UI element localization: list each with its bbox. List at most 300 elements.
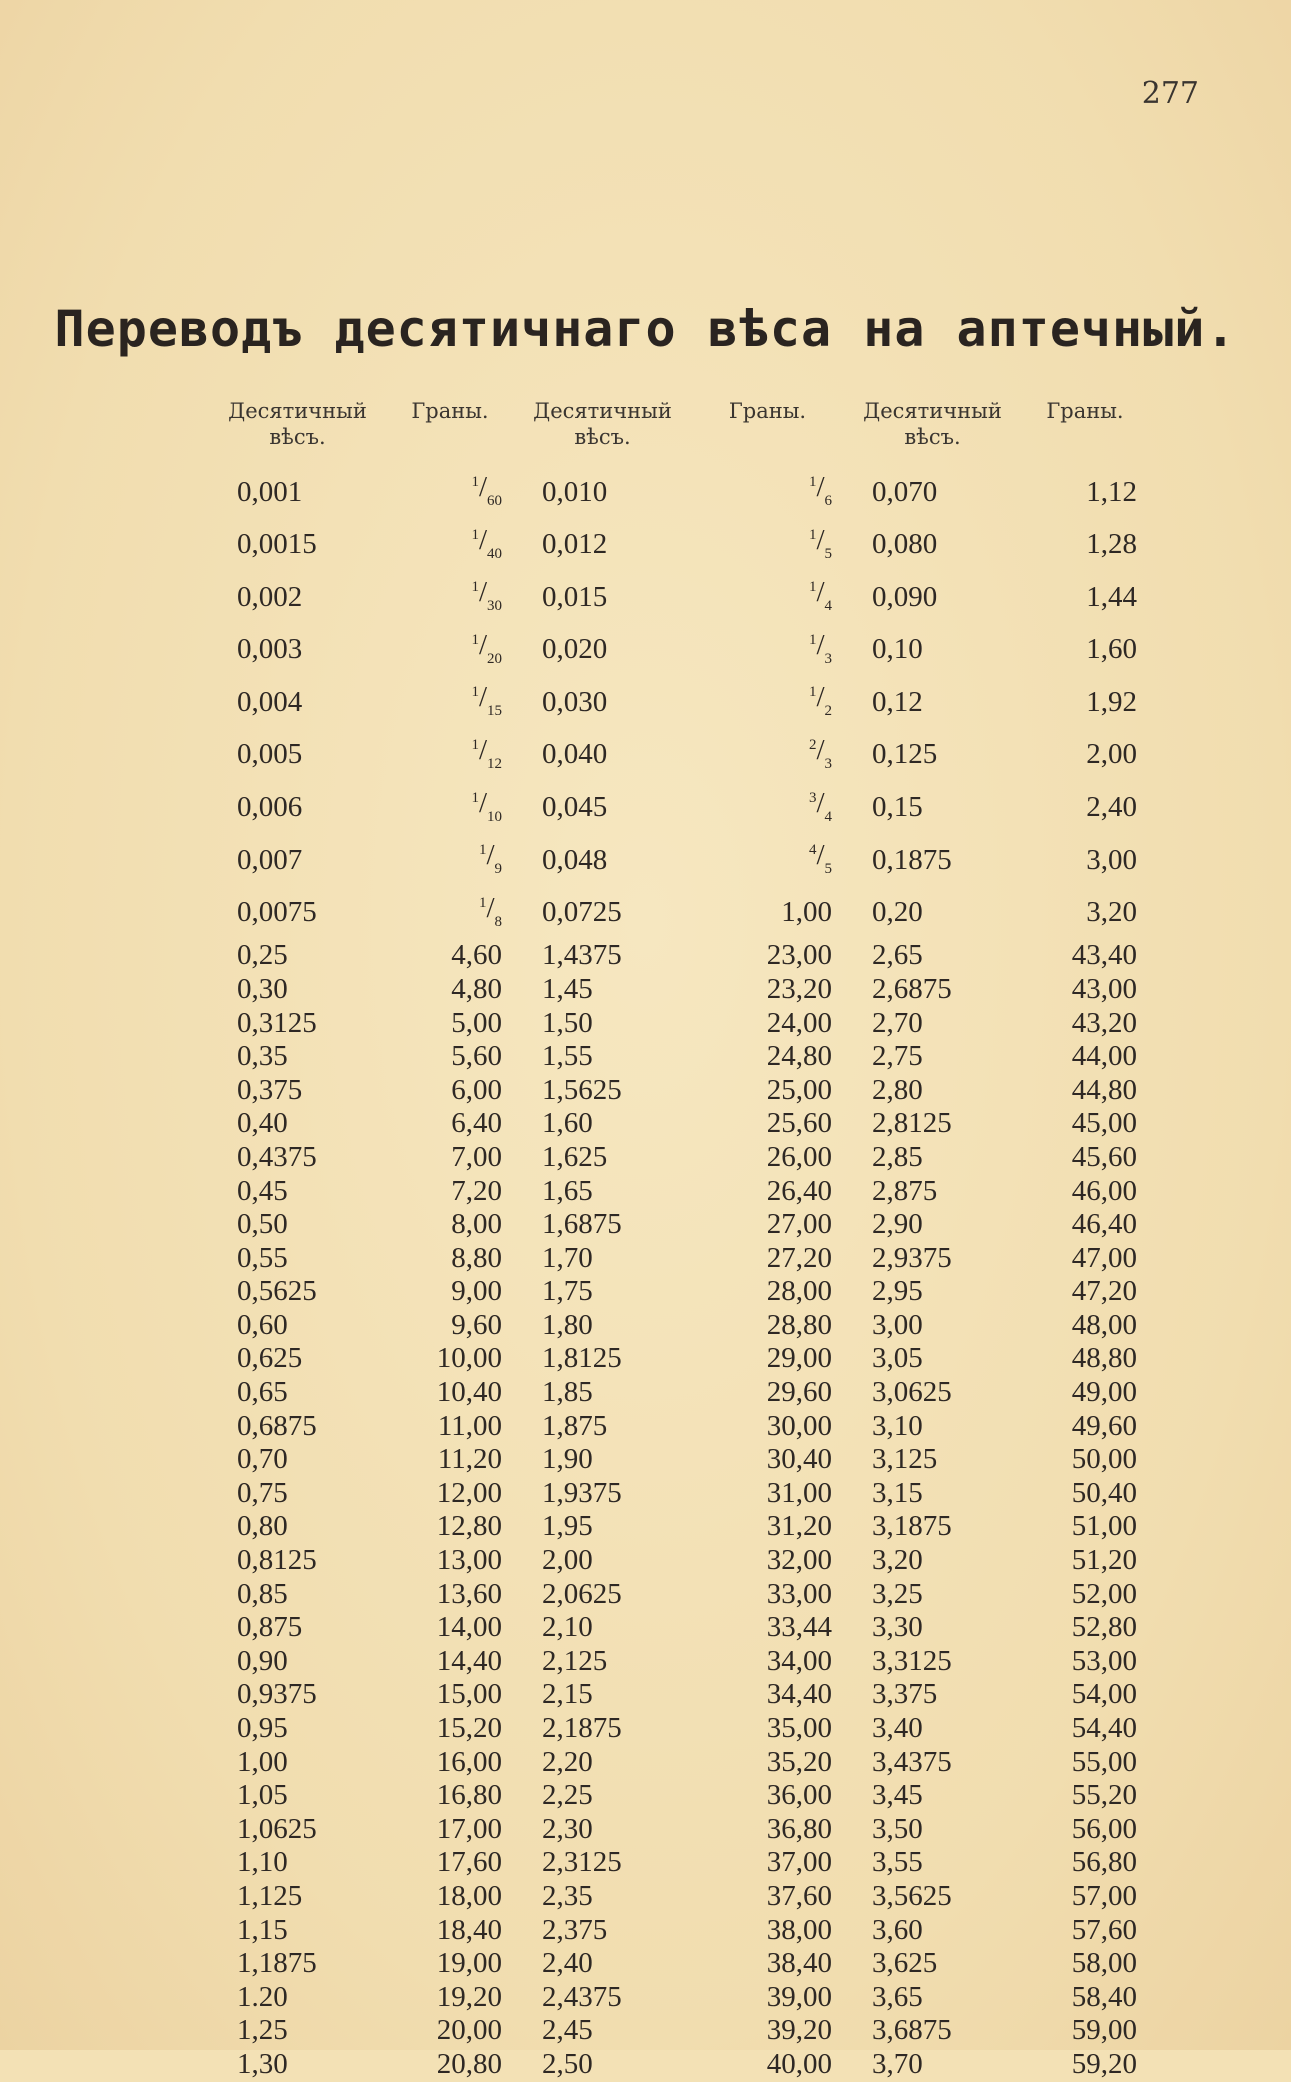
- table-row: [215, 1678, 1155, 1712]
- table-header-row: [215, 398, 1155, 466]
- grains-cell: 50,00: [1071, 1443, 1137, 1476]
- fraction-numerator: 1: [471, 736, 479, 753]
- grains-cell: 55,00: [1071, 1745, 1137, 1778]
- decimal-weight-cell: 1,4375: [542, 939, 622, 972]
- fraction: [808, 471, 832, 509]
- fraction: [808, 839, 832, 878]
- decimal-weight-cell: 3,45: [872, 1779, 923, 1812]
- fraction: [471, 628, 502, 667]
- decimal-weight-cell: 0,006: [237, 791, 303, 824]
- fraction-slash: /: [816, 628, 825, 661]
- table-row: [215, 1477, 1155, 1511]
- grains-cell: 20,80: [436, 2047, 502, 2080]
- grains-cell: 30,00: [766, 1409, 832, 1442]
- decimal-weight-cell: 1,50: [542, 1006, 593, 1039]
- decimal-weight-cell: 0,015: [542, 580, 608, 613]
- table-row: [215, 1712, 1155, 1746]
- table-row: [215, 624, 1155, 677]
- grains-cell: 17,60: [436, 1846, 502, 1879]
- decimal-weight-cell: 1,5625: [542, 1073, 622, 1106]
- grains-cell: 43,40: [1071, 939, 1137, 972]
- grains-cell: 59,20: [1071, 2047, 1137, 2080]
- grains-cell: 52,80: [1071, 1611, 1137, 1644]
- decimal-weight-cell: 3,70: [872, 2047, 923, 2080]
- fraction-numerator: 1: [471, 474, 479, 490]
- table-row: [215, 887, 1155, 940]
- fraction-slash: /: [478, 733, 487, 766]
- fraction: [478, 891, 502, 930]
- grains-cell: 27,00: [766, 1208, 832, 1241]
- grains-cell: 13,60: [436, 1577, 502, 1610]
- grains-cell: 58,40: [1071, 1980, 1137, 2013]
- decimal-weight-cell: 3,60: [872, 1913, 923, 1946]
- decimal-weight-cell: 1,875: [542, 1409, 608, 1442]
- decimal-weight-cell: 1,80: [542, 1308, 593, 1341]
- table-row: [215, 1611, 1155, 1645]
- grains-cell: 1,92: [1086, 685, 1137, 718]
- decimal-weight-cell: 0,20: [872, 896, 923, 929]
- fraction: [808, 628, 832, 667]
- decimal-weight-cell: 3,40: [872, 1712, 923, 1744]
- grains-cell: 44,80: [1071, 1073, 1137, 1106]
- table-row: [215, 1779, 1155, 1813]
- table-row: [215, 1914, 1155, 1948]
- decimal-weight-cell: 1,10: [237, 1846, 288, 1879]
- table-row: [215, 1746, 1155, 1780]
- grains-cell: [685, 624, 850, 677]
- decimal-weight-cell: 1,95: [542, 1510, 593, 1543]
- table-row: [215, 1208, 1155, 1242]
- grains-cell: 8,00: [451, 1208, 502, 1241]
- decimal-weight-cell: 0,15: [872, 791, 923, 824]
- decimal-weight-cell: 0,020: [542, 633, 608, 666]
- decimal-weight-cell: 1,65: [542, 1174, 593, 1207]
- grains-cell: 36,80: [766, 1812, 832, 1845]
- grains-cell: 56,00: [1071, 1812, 1137, 1845]
- decimal-weight-cell: 2,0625: [542, 1577, 622, 1610]
- decimal-weight-cell: 0,50: [237, 1208, 288, 1241]
- decimal-weight-cell: 1,6875: [542, 1208, 622, 1241]
- decimal-weight-cell: 0,001: [237, 475, 303, 508]
- decimal-weight-cell: 2,6875: [872, 972, 952, 1005]
- grains-cell: 44,00: [1071, 1040, 1137, 1073]
- decimal-weight-cell: 1,25: [237, 2014, 288, 2047]
- grains-cell: 40,00: [766, 2047, 832, 2080]
- header-decimal-weight: Десятичный вѣсъ.: [533, 399, 672, 449]
- fraction-slash: /: [478, 471, 487, 503]
- decimal-weight-cell: 1.20: [237, 1980, 288, 2013]
- decimal-weight-cell: 2,40: [542, 1947, 593, 1980]
- fraction: [471, 681, 502, 720]
- page-number: 277: [1141, 76, 1199, 111]
- decimal-weight-cell: 3,30: [872, 1611, 923, 1644]
- table-row: [215, 973, 1155, 1007]
- grains-cell: 18,00: [436, 1879, 502, 1912]
- grains-cell: 26,40: [766, 1174, 832, 1207]
- grains-cell: [380, 729, 520, 782]
- decimal-weight-cell: 3,1875: [872, 1510, 952, 1543]
- grains-cell: 28,00: [766, 1275, 832, 1308]
- grains-cell: 25,60: [766, 1107, 832, 1140]
- decimal-weight-cell: 0,005: [237, 738, 303, 771]
- decimal-weight-cell: 1,45: [542, 972, 593, 1005]
- table-row: [215, 1074, 1155, 1108]
- table-row: [215, 1309, 1155, 1343]
- fraction-slash: /: [478, 523, 487, 556]
- decimal-weight-cell: 1,90: [542, 1443, 593, 1476]
- decimal-weight-cell: 0,70: [237, 1443, 288, 1476]
- grains-cell: 24,00: [766, 1006, 832, 1039]
- table-row: [215, 519, 1155, 572]
- decimal-weight-cell: 3,625: [872, 1947, 938, 1980]
- fraction-denominator: 3: [824, 755, 832, 772]
- decimal-weight-cell: 0,25: [237, 939, 288, 972]
- grains-cell: 51,00: [1071, 1510, 1137, 1543]
- table-row: [215, 1544, 1155, 1578]
- decimal-weight-cell: 2,70: [872, 1006, 923, 1039]
- decimal-weight-cell: 0,75: [237, 1476, 288, 1509]
- decimal-weight-cell: 2,9375: [872, 1241, 952, 1274]
- table-row: [215, 1141, 1155, 1175]
- decimal-weight-cell: 1,30: [237, 2047, 288, 2080]
- table-row: [215, 939, 1155, 973]
- grains-cell: 12,00: [436, 1476, 502, 1509]
- decimal-weight-cell: 0,60: [237, 1308, 288, 1341]
- grains-cell: 36,00: [766, 1779, 832, 1812]
- fraction-slash: /: [478, 576, 487, 609]
- decimal-weight-cell: 3,00: [872, 1308, 923, 1341]
- decimal-weight-cell: 0,0725: [542, 896, 622, 929]
- decimal-weight-cell: 0,95: [237, 1712, 288, 1744]
- grains-cell: 3,20: [1086, 896, 1137, 929]
- fraction-numerator: 1: [808, 526, 817, 543]
- decimal-weight-cell: 2,1875: [542, 1712, 622, 1744]
- fraction-denominator: 4: [824, 808, 832, 825]
- decimal-weight-cell: 2,15: [542, 1678, 593, 1711]
- decimal-weight-cell: 3,4375: [872, 1745, 952, 1778]
- fraction-slash: /: [816, 471, 825, 503]
- fraction-slash: /: [816, 839, 825, 872]
- decimal-weight-cell: 1,70: [542, 1241, 593, 1274]
- grains-cell: 14,40: [436, 1644, 502, 1677]
- table-row: [215, 729, 1155, 782]
- table-row: [215, 1947, 1155, 1981]
- decimal-weight-cell: 2,50: [542, 2047, 593, 2080]
- decimal-weight-cell: 0,65: [237, 1376, 288, 1409]
- fraction-slash: /: [478, 786, 487, 819]
- fraction-denominator: 3: [824, 650, 832, 667]
- decimal-weight-cell: 1,0625: [237, 1812, 317, 1845]
- decimal-weight-cell: 3,6875: [872, 2014, 952, 2047]
- header-decimal-weight: Десятичный вѣсъ.: [228, 399, 367, 449]
- grains-cell: [685, 782, 850, 835]
- grains-cell: 20,00: [436, 2014, 502, 2047]
- decimal-weight-cell: 2,75: [872, 1040, 923, 1073]
- table-row: [215, 782, 1155, 835]
- table-row: [215, 1578, 1155, 1612]
- fraction-slash: /: [816, 786, 825, 819]
- table-row: [215, 571, 1155, 624]
- decimal-weight-cell: 1,9375: [542, 1476, 622, 1509]
- fraction-denominator: 6: [824, 493, 832, 509]
- grains-cell: 31,20: [766, 1510, 832, 1543]
- grains-cell: 1,60: [1086, 633, 1137, 666]
- grains-cell: 47,00: [1071, 1241, 1137, 1274]
- fraction-numerator: 1: [471, 579, 479, 596]
- decimal-weight-cell: 3,20: [872, 1544, 923, 1577]
- table-row: [215, 834, 1155, 887]
- decimal-weight-cell: 2,25: [542, 1779, 593, 1812]
- grains-cell: 7,00: [451, 1140, 502, 1173]
- grains-cell: 2,40: [1086, 791, 1137, 824]
- decimal-weight-cell: 0,070: [872, 475, 938, 508]
- fraction-denominator: 12: [487, 755, 502, 772]
- fraction-numerator: 1: [471, 526, 479, 543]
- grains-cell: [380, 676, 520, 729]
- decimal-weight-cell: 1,15: [237, 1913, 288, 1946]
- decimal-weight-cell: 0,004: [237, 685, 303, 718]
- page-title: Переводъ десятичнаго вѣса на аптечный.: [54, 300, 1237, 358]
- fraction-slash: /: [816, 576, 825, 609]
- decimal-weight-cell: 1,8125: [542, 1342, 622, 1375]
- fraction-denominator: 2: [824, 703, 832, 720]
- decimal-weight-cell: 2,90: [872, 1208, 923, 1241]
- grains-cell: 9,60: [451, 1308, 502, 1341]
- decimal-weight-cell: 2,4375: [542, 1980, 622, 2013]
- grains-cell: 35,20: [766, 1745, 832, 1778]
- decimal-weight-cell: 1,1875: [237, 1947, 317, 1980]
- fraction: [471, 733, 502, 772]
- decimal-weight-cell: 0,048: [542, 843, 608, 876]
- fraction-numerator: 1: [808, 684, 817, 701]
- fraction-denominator: 60: [487, 493, 502, 509]
- grains-cell: 48,00: [1071, 1308, 1137, 1341]
- decimal-weight-cell: 2,00: [542, 1544, 593, 1577]
- grains-cell: 43,00: [1071, 972, 1137, 1005]
- grains-cell: 11,00: [437, 1409, 502, 1442]
- grains-cell: [685, 466, 850, 519]
- grains-cell: [380, 519, 520, 572]
- decimal-weight-cell: 2,125: [542, 1644, 608, 1677]
- grains-cell: 4,60: [451, 939, 502, 972]
- decimal-weight-cell: 2,10: [542, 1611, 593, 1644]
- decimal-weight-cell: 0,002: [237, 580, 303, 613]
- table-row: [215, 1107, 1155, 1141]
- decimal-weight-cell: 0,35: [237, 1040, 288, 1073]
- grains-cell: [380, 571, 520, 624]
- fraction: [471, 576, 502, 615]
- decimal-weight-cell: 0,090: [872, 580, 938, 613]
- fraction-numerator: 1: [471, 789, 479, 806]
- grains-cell: 32,00: [766, 1544, 832, 1577]
- grains-cell: 27,20: [766, 1241, 832, 1274]
- grains-cell: 37,00: [766, 1846, 832, 1879]
- grains-cell: 57,00: [1071, 1879, 1137, 1912]
- grains-cell: 49,00: [1071, 1376, 1137, 1409]
- decimal-weight-cell: 1,125: [237, 1879, 303, 1912]
- header-grains: Граны.: [1046, 399, 1124, 423]
- fraction-numerator: 1: [478, 842, 487, 859]
- table-row: [215, 1510, 1155, 1544]
- table-row: [215, 2014, 1155, 2048]
- table-body: [215, 466, 1155, 2082]
- grains-cell: 33,44: [766, 1611, 832, 1644]
- grains-cell: 12,80: [436, 1510, 502, 1543]
- fraction-slash: /: [486, 891, 495, 924]
- grains-cell: 33,00: [766, 1577, 832, 1610]
- fraction-denominator: 15: [487, 703, 502, 720]
- decimal-weight-cell: 0,875: [237, 1611, 303, 1644]
- fraction-numerator: 3: [808, 789, 817, 806]
- grains-cell: 26,00: [766, 1140, 832, 1173]
- grains-cell: 19,20: [436, 1980, 502, 2013]
- fraction: [808, 786, 832, 825]
- decimal-weight-cell: 0,5625: [237, 1275, 317, 1308]
- fraction-numerator: 4: [808, 842, 817, 859]
- grains-cell: [380, 782, 520, 835]
- grains-cell: 10,00: [436, 1342, 502, 1375]
- grains-cell: 34,40: [766, 1678, 832, 1711]
- decimal-weight-cell: 3,3125: [872, 1644, 952, 1677]
- decimal-weight-cell: 0,007: [237, 843, 303, 876]
- grains-cell: 51,20: [1071, 1544, 1137, 1577]
- table-row: [215, 1981, 1155, 2015]
- grains-cell: [685, 729, 850, 782]
- decimal-weight-cell: 1,55: [542, 1040, 593, 1073]
- grains-cell: 13,00: [436, 1544, 502, 1577]
- grains-cell: 52,00: [1071, 1577, 1137, 1610]
- decimal-weight-cell: 2,375: [542, 1913, 608, 1946]
- grains-cell: 10,40: [436, 1376, 502, 1409]
- table-row: [215, 2048, 1155, 2082]
- decimal-weight-cell: 2,80: [872, 1073, 923, 1106]
- decimal-weight-cell: 0,4375: [237, 1140, 317, 1173]
- header-grains: Граны.: [411, 399, 489, 423]
- decimal-weight-cell: 1,85: [542, 1376, 593, 1409]
- decimal-weight-cell: 0,40: [237, 1107, 288, 1140]
- decimal-weight-cell: 1,60: [542, 1107, 593, 1140]
- fraction-denominator: 40: [487, 545, 502, 562]
- decimal-weight-cell: 0,6875: [237, 1409, 317, 1442]
- grains-cell: 2,00: [1086, 738, 1137, 771]
- grains-cell: 46,40: [1071, 1208, 1137, 1241]
- grains-cell: 19,00: [436, 1947, 502, 1980]
- grains-cell: 4,80: [451, 972, 502, 1005]
- grains-cell: [380, 834, 520, 887]
- grains-cell: 29,60: [766, 1376, 832, 1409]
- grains-cell: 18,40: [436, 1913, 502, 1946]
- grains-cell: 7,20: [451, 1174, 502, 1207]
- fraction: [478, 839, 502, 878]
- table-row: [215, 1410, 1155, 1444]
- grains-cell: [685, 571, 850, 624]
- fraction: [808, 576, 832, 615]
- grains-cell: 5,60: [451, 1040, 502, 1073]
- fraction-denominator: 10: [487, 808, 502, 825]
- decimal-weight-cell: 3,65: [872, 1980, 923, 2013]
- grains-cell: 9,00: [451, 1275, 502, 1308]
- decimal-weight-cell: 0,3125: [237, 1006, 317, 1039]
- grains-cell: 23,00: [766, 939, 832, 972]
- decimal-weight-cell: 2,8125: [872, 1107, 952, 1140]
- fraction-slash: /: [478, 681, 487, 714]
- decimal-weight-cell: 2,30: [542, 1812, 593, 1845]
- grains-cell: [380, 887, 520, 940]
- grains-cell: 58,00: [1071, 1947, 1137, 1980]
- decimal-weight-cell: 2,95: [872, 1275, 923, 1308]
- decimal-weight-cell: 3,125: [872, 1443, 938, 1476]
- grains-cell: 25,00: [766, 1073, 832, 1106]
- table-row: [215, 1376, 1155, 1410]
- decimal-weight-cell: 3,5625: [872, 1879, 952, 1912]
- decimal-weight-cell: 2,875: [872, 1174, 938, 1207]
- decimal-weight-cell: 0,030: [542, 685, 608, 718]
- header-decimal-weight: Десятичный вѣсъ.: [863, 399, 1002, 449]
- grains-cell: 37,60: [766, 1879, 832, 1912]
- decimal-weight-cell: 0,12: [872, 685, 923, 718]
- grains-cell: [685, 519, 850, 572]
- grains-cell: 1,44: [1086, 580, 1137, 613]
- grains-cell: 48,80: [1071, 1342, 1137, 1375]
- fraction-numerator: 1: [478, 894, 487, 911]
- decimal-weight-cell: 3,50: [872, 1812, 923, 1845]
- decimal-weight-cell: 3,05: [872, 1342, 923, 1375]
- fraction: [808, 733, 832, 772]
- fraction-slash: /: [486, 839, 495, 872]
- grains-cell: 16,00: [436, 1745, 502, 1778]
- decimal-weight-cell: 0,9375: [237, 1678, 317, 1711]
- grains-cell: 50,40: [1071, 1476, 1137, 1509]
- grains-cell: 15,00: [436, 1678, 502, 1711]
- fraction: [808, 523, 832, 562]
- fraction-denominator: 20: [487, 650, 502, 667]
- decimal-weight-cell: 1,625: [542, 1140, 608, 1173]
- fraction-numerator: 1: [808, 631, 817, 648]
- fraction-denominator: 5: [824, 861, 832, 878]
- decimal-weight-cell: 0,125: [872, 738, 938, 771]
- decimal-weight-cell: 0,045: [542, 791, 608, 824]
- grains-cell: 11,20: [437, 1443, 502, 1476]
- fraction-denominator: 30: [487, 598, 502, 615]
- grains-cell: 6,00: [451, 1073, 502, 1106]
- decimal-weight-cell: 1,05: [237, 1779, 288, 1812]
- decimal-weight-cell: 0,10: [872, 633, 923, 666]
- table-row: [215, 1342, 1155, 1376]
- fraction-denominator: 5: [824, 545, 832, 562]
- decimal-weight-cell: 0,1875: [872, 843, 952, 876]
- grains-cell: 56,80: [1071, 1846, 1137, 1879]
- fraction: [471, 523, 502, 562]
- decimal-weight-cell: 0,010: [542, 475, 608, 508]
- table-row: [215, 1813, 1155, 1847]
- fraction-numerator: 1: [471, 684, 479, 701]
- decimal-weight-cell: 2,3125: [542, 1846, 622, 1879]
- decimal-weight-cell: 0,85: [237, 1577, 288, 1610]
- decimal-weight-cell: 2,45: [542, 2014, 593, 2047]
- fraction: [808, 681, 832, 720]
- grains-cell: 54,00: [1071, 1678, 1137, 1711]
- decimal-weight-cell: 0,0015: [237, 528, 317, 561]
- grains-cell: 45,00: [1071, 1107, 1137, 1140]
- grains-cell: 14,00: [436, 1611, 502, 1644]
- fraction-denominator: 4: [824, 598, 832, 615]
- fraction: [471, 471, 502, 509]
- decimal-weight-cell: 0,012: [542, 528, 608, 561]
- grains-cell: 49,60: [1071, 1409, 1137, 1442]
- grains-cell: 47,20: [1071, 1275, 1137, 1308]
- grains-cell: 1,00: [781, 896, 832, 929]
- decimal-weight-cell: 1,00: [237, 1745, 288, 1778]
